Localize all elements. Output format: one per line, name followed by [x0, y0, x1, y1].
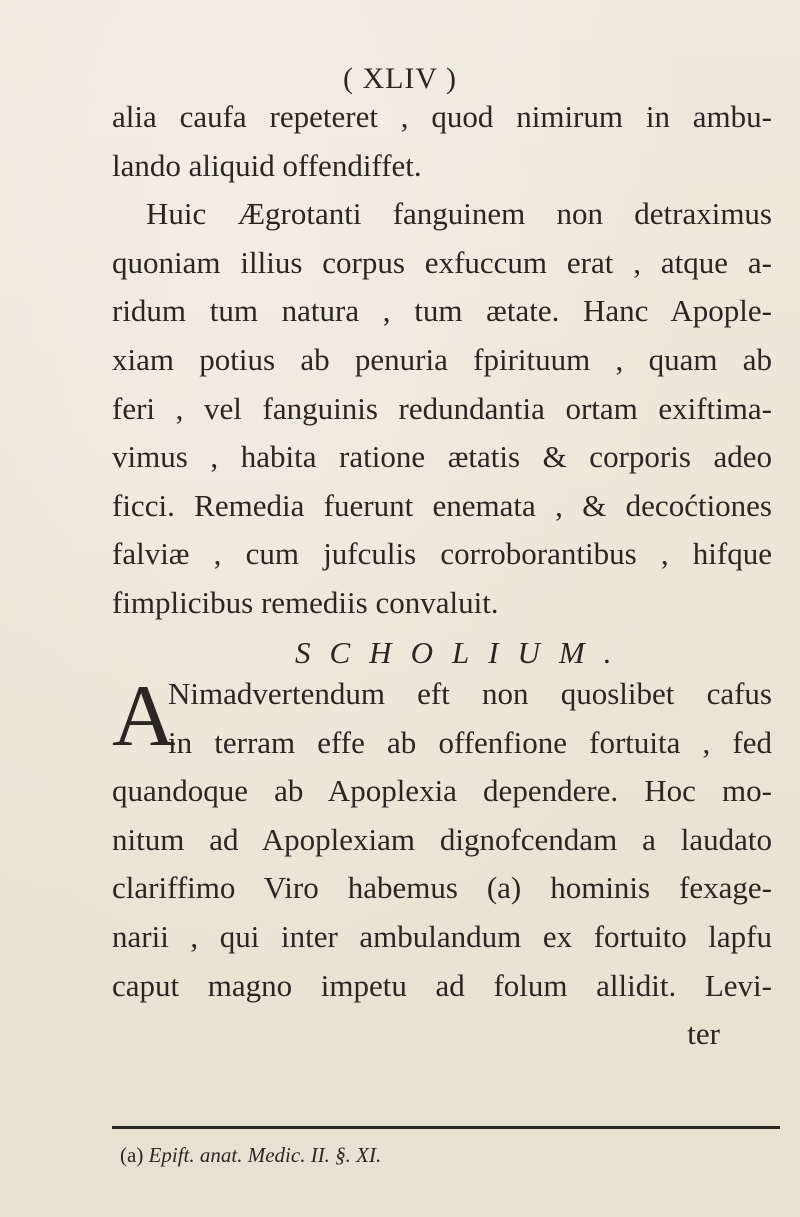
footnote [120, 1143, 381, 1168]
text-line: caput magno impetu ad folum allidit. Levi- [112, 967, 772, 1003]
text-line: quoniam illius corpus exfuccum erat , atque a- [112, 244, 772, 280]
text-line: fimplicibus remediis convaluit. [112, 584, 499, 620]
page-number: ( XLIV ) [342, 62, 458, 95]
catchword: ter [687, 1016, 720, 1052]
drop-cap: A [112, 668, 176, 765]
text-line: quandoque ab Apoplexia dependere. Hoc mo- [112, 773, 772, 809]
text-line: falviæ , cum jufculis corroborantibus , hifque [112, 536, 772, 572]
text-line: alia caufa repeteret , quod nimirum in ambu- [112, 99, 772, 134]
footnote-marker: (a) [120, 1143, 144, 1167]
text-line: ficci. Remedia fuerunt enemata , & decoćtiones [112, 487, 772, 523]
main-text [112, 93, 772, 628]
text-line: in terram effe ab offenfione fortuita , fed [168, 724, 772, 760]
text-line: narii , qui inter ambulandum ex fortuito lapfu [112, 918, 772, 954]
text-line: Huic Ægrotanti fanguinem non detraximus [146, 196, 772, 232]
text-line: clariffimo Viro habemus (a) hominis fexage- [112, 870, 772, 906]
text-line: nitum ad Apoplexiam dignofcendam a laudato [112, 821, 772, 857]
text-line: Nimadvertendum eft non quoslibet cafus [168, 676, 772, 711]
text-line: vimus , habita ratione ætatis & corporis adeo [112, 439, 772, 475]
scholium-heading: SCHOLIUM. [295, 635, 631, 670]
text-line: xiam potius ab penuria fpirituum , quam ab [112, 341, 772, 377]
text-line: ridum tum natura , tum ætate. Hanc Apople- [112, 293, 772, 329]
text-line: lando aliquid offendiffet. [112, 147, 422, 183]
scholium-text [112, 670, 772, 1059]
footnote-rule [112, 1126, 780, 1129]
footnote-text: Epift. anat. Medic. II. §. XI. [148, 1143, 382, 1167]
text-line: feri , vel fanguinis redundantia ortam exiftima- [112, 390, 772, 426]
